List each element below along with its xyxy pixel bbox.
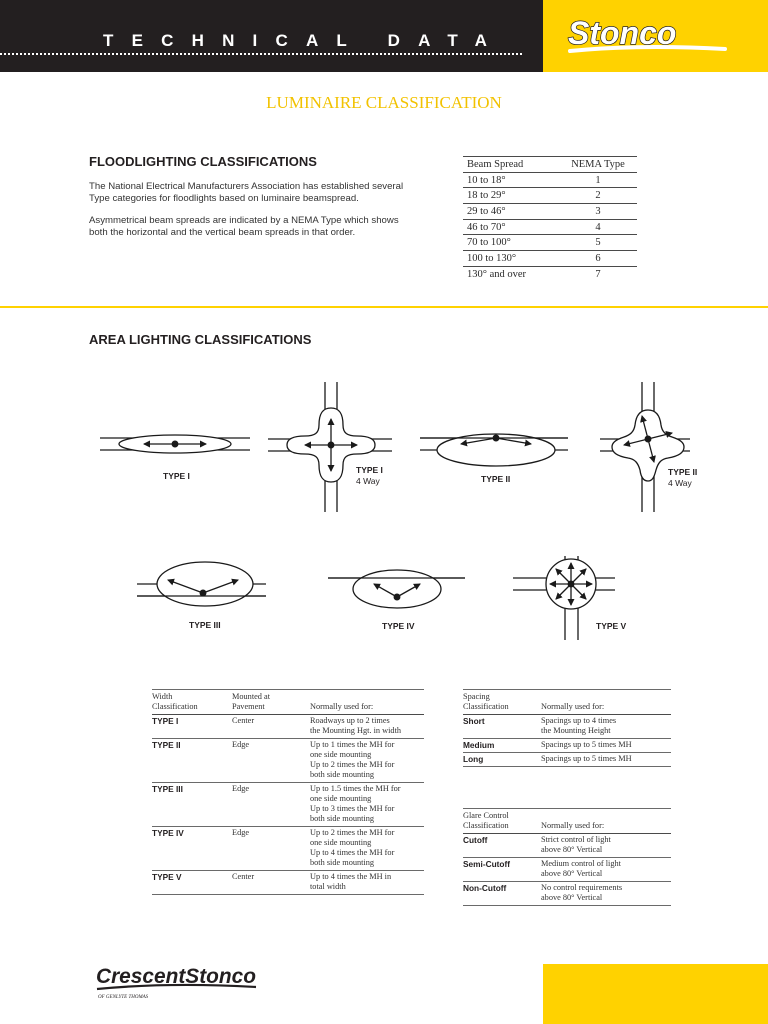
spacing-class: Medium (463, 739, 541, 753)
nema-type: 2 (559, 188, 637, 204)
spacing-col-classification: Spacing Classification (463, 690, 541, 715)
nema-beam-spread: 46 to 70° (463, 219, 559, 235)
table-row (152, 715, 424, 739)
table-row (463, 739, 671, 753)
width-mounted: Edge (232, 783, 310, 827)
glare-class: Cutoff (463, 834, 541, 858)
table-row (152, 827, 424, 871)
type-1-4way-sublabel: 4 Way (356, 476, 380, 486)
glare-class: Semi-Cutoff (463, 858, 541, 882)
nema-type: 7 (595, 268, 601, 280)
table-row (463, 753, 671, 767)
glare-class: Non-Cutoff (463, 882, 541, 906)
table-row (463, 834, 671, 858)
width-usage: Up to 1 times the MH for one side mounting Up to 2 times the MH for both side mounting (310, 739, 424, 783)
table-row (463, 882, 671, 906)
floodlighting-paragraph-2: Asymmetrical beam spreads are indicated by a NEMA Type which shows both the horizontal and the vertical beam spreads in that order. (89, 215, 399, 238)
width-classification-table (152, 689, 424, 895)
width-usage: Up to 2 times the MH for one side mounting Up to 4 times the MH for both side mounting (310, 827, 424, 871)
table-row (463, 172, 637, 188)
nema-type: 4 (559, 219, 637, 235)
spacing-usage: Spacings up to 5 times MH (541, 739, 671, 753)
table-row (152, 783, 424, 827)
nema-type: 6 (559, 251, 637, 267)
floodlighting-heading: FLOODLIGHTING CLASSIFICATIONS (89, 154, 317, 169)
nema-table (463, 156, 637, 282)
width-mounted: Center (232, 715, 310, 739)
table-row (463, 188, 637, 204)
type-4-label: TYPE IV (382, 621, 415, 631)
nema-beam-spread: 10 to 18° (463, 172, 559, 188)
area-lighting-heading: AREA LIGHTING CLASSIFICATIONS (89, 332, 312, 347)
crescent-stonco-logo-subtext: OF GENLYTE THOMAS (98, 995, 149, 1000)
type-3-label: TYPE III (189, 620, 221, 630)
width-table-header-row (152, 690, 424, 715)
type-1-4way-diagram (268, 382, 392, 512)
area-lighting-diagrams (0, 370, 768, 660)
type-2-4way-sublabel: 4 Way (668, 478, 692, 488)
type-1-diagram (100, 435, 250, 453)
table-row (152, 739, 424, 783)
width-mounted: Edge (232, 827, 310, 871)
width-type: TYPE V (152, 871, 232, 895)
spacing-class: Long (463, 753, 541, 767)
nema-table-header-row (463, 157, 637, 173)
width-type: TYPE III (152, 783, 232, 827)
nema-beam-spread: 70 to 100° (463, 235, 559, 251)
type-5-label: TYPE V (596, 621, 627, 631)
type-2-4way-diagram (600, 382, 690, 512)
nema-col-beam-spread: Beam Spread (463, 157, 559, 173)
crescent-stonco-logo (94, 955, 260, 1001)
spacing-usage: Spacings up to 4 times the Mounting Height (541, 715, 671, 739)
table-row (463, 858, 671, 882)
width-mounted: Center (232, 871, 310, 895)
stonco-logo (560, 10, 740, 62)
type-3-diagram (137, 562, 266, 606)
type-2-label: TYPE II (481, 474, 511, 484)
glare-col-usage: Normally used for: (541, 809, 671, 834)
table-row (463, 266, 637, 281)
glare-control-table (463, 808, 671, 906)
type-2-diagram (420, 434, 568, 466)
type-1-label: TYPE I (163, 471, 190, 481)
header-title: TECHNICAL DATA (103, 31, 506, 50)
page-title: LUMINAIRE CLASSIFICATION (266, 93, 502, 112)
table-row (152, 871, 424, 895)
width-usage: Up to 1.5 times the MH for one side mounting Up to 3 times the MH for both side mounting (310, 783, 424, 827)
footer-yellow-panel (543, 964, 768, 1024)
nema-beam-spread: 100 to 130° (463, 251, 559, 267)
floodlighting-paragraph-1: The National Electrical Manufacturers Association has established several Type categories for floodlights based on luminaire beamspread. (89, 181, 404, 204)
nema-type: 3 (559, 204, 637, 220)
header-dotted-rule (0, 53, 522, 55)
width-usage: Up to 4 times the MH in total width (310, 871, 424, 895)
glare-col-classification: Glare Control Classification (463, 809, 541, 834)
stonco-logo-text: Stonco (568, 15, 677, 51)
glare-usage: Strict control of light above 80° Vertical (541, 834, 671, 858)
table-row (463, 204, 637, 220)
table-row (463, 235, 637, 251)
glare-usage: Medium control of light above 80° Vertical (541, 858, 671, 882)
table-row (463, 715, 671, 739)
spacing-classification-table (463, 689, 671, 767)
width-usage: Roadways up to 2 times the Mounting Hgt. in width (310, 715, 424, 739)
nema-type: 5 (559, 235, 637, 251)
nema-beam-spread: 130° and over (467, 268, 527, 280)
spacing-class: Short (463, 715, 541, 739)
glare-table-header-row (463, 809, 671, 834)
width-mounted: Edge (232, 739, 310, 783)
spacing-usage: Spacings up to 5 times MH (541, 753, 671, 767)
nema-beam-spread: 18 to 29° (463, 188, 559, 204)
width-col-mounted: Mounted at Pavement (232, 690, 310, 715)
nema-beam-spread: 29 to 46° (463, 204, 559, 220)
crescent-stonco-logo-text: CrescentStonco (96, 964, 256, 988)
width-col-usage: Normally used for: (310, 690, 424, 715)
nema-col-nema-type: NEMA Type (559, 157, 637, 173)
table-row (463, 219, 637, 235)
width-col-classification: Width Classification (152, 690, 232, 715)
spacing-table-header-row (463, 690, 671, 715)
table-row (463, 251, 637, 267)
nema-type: 1 (559, 172, 637, 188)
type-4-diagram (328, 570, 465, 608)
spacing-col-usage: Normally used for: (541, 690, 671, 715)
glare-usage: No control requirements above 80° Vertical (541, 882, 671, 906)
width-type: TYPE IV (152, 827, 232, 871)
type-1-4way-label: TYPE I (356, 465, 383, 475)
type-2-4way-label: TYPE II (668, 467, 698, 477)
section-divider (0, 306, 768, 308)
width-type: TYPE II (152, 739, 232, 783)
width-type: TYPE I (152, 715, 232, 739)
